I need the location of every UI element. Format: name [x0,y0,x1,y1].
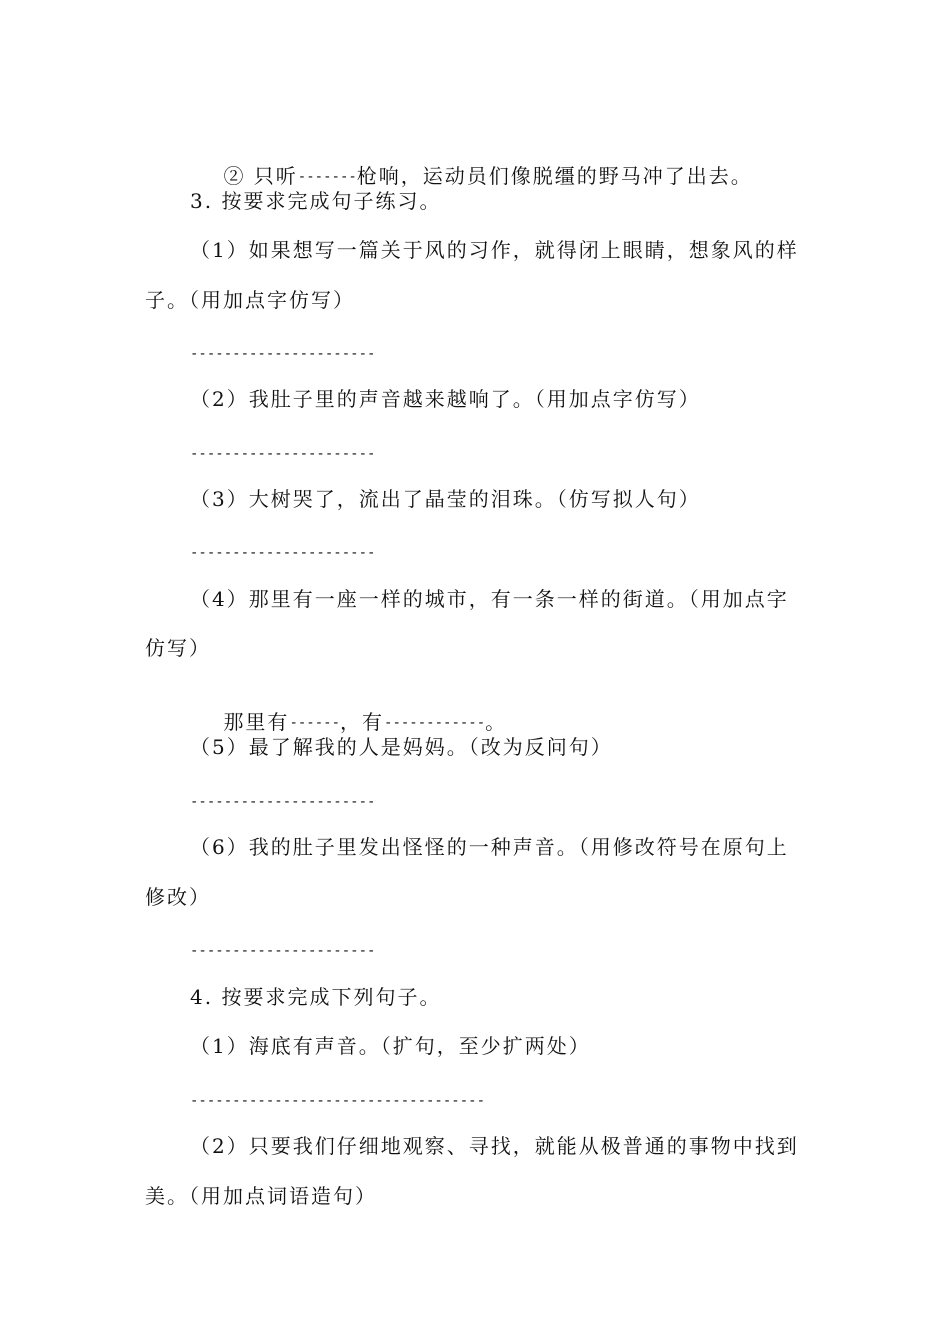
question-item-continued: 修改） [145,885,211,909]
sentence-text: 那里有 [223,710,290,734]
question-heading: 4. 按要求完成下列句子。 [190,985,442,1009]
question-item: （1）如果想写一篇关于风的习作，就得闭上眼睛，想象风的样 [190,238,799,262]
question-item: （2）我肚子里的声音越来越响了。（用加点字仿写） [190,387,701,411]
answer-line[interactable]: ---------------------- [190,794,376,810]
sentence-text: ，有 [340,710,385,734]
question-item: （3）大树哭了，流出了晶莹的泪珠。（仿写拟人句） [190,487,701,511]
fill-blank[interactable]: ------- [297,169,357,185]
answer-line[interactable]: ---------------------- [190,446,376,462]
sentence-text: ② 只听 [223,164,298,188]
question-item-continued: 美。（用加点词语造句） [145,1184,377,1208]
fill-blank[interactable]: ------------ [384,715,486,731]
sentence-text: 枪响，运动员们像脱缰的野马冲了出去。 [356,164,753,188]
fill-blank[interactable]: ------ [289,715,341,731]
answer-line[interactable]: ---------------------- [190,545,376,561]
question-item: （5）最了解我的人是妈妈。（改为反问句） [190,735,613,759]
answer-line[interactable]: ---------------------- [190,346,376,362]
question-item: （1）海底有声音。（扩句，至少扩两处） [190,1034,591,1058]
answer-line[interactable]: ---------------------- [190,943,376,959]
question-item: （4）那里有一座一样的城市，有一条一样的街道。（用加点字 [190,587,789,611]
answer-line[interactable]: ----------------------------------- [190,1093,486,1109]
question-item: （6）我的肚子里发出怪怪的一种声音。（用修改符号在原句上 [190,835,789,859]
sentence-text: 。 [485,710,508,734]
question-item-continued: 仿写） [145,636,211,660]
question-heading: 3. 按要求完成句子练习。 [190,189,442,213]
question-item-continued: 子。（用加点字仿写） [145,288,355,312]
question-item: （2）只要我们仔细地观察、寻找，就能从极普通的事物中找到 [190,1134,799,1158]
